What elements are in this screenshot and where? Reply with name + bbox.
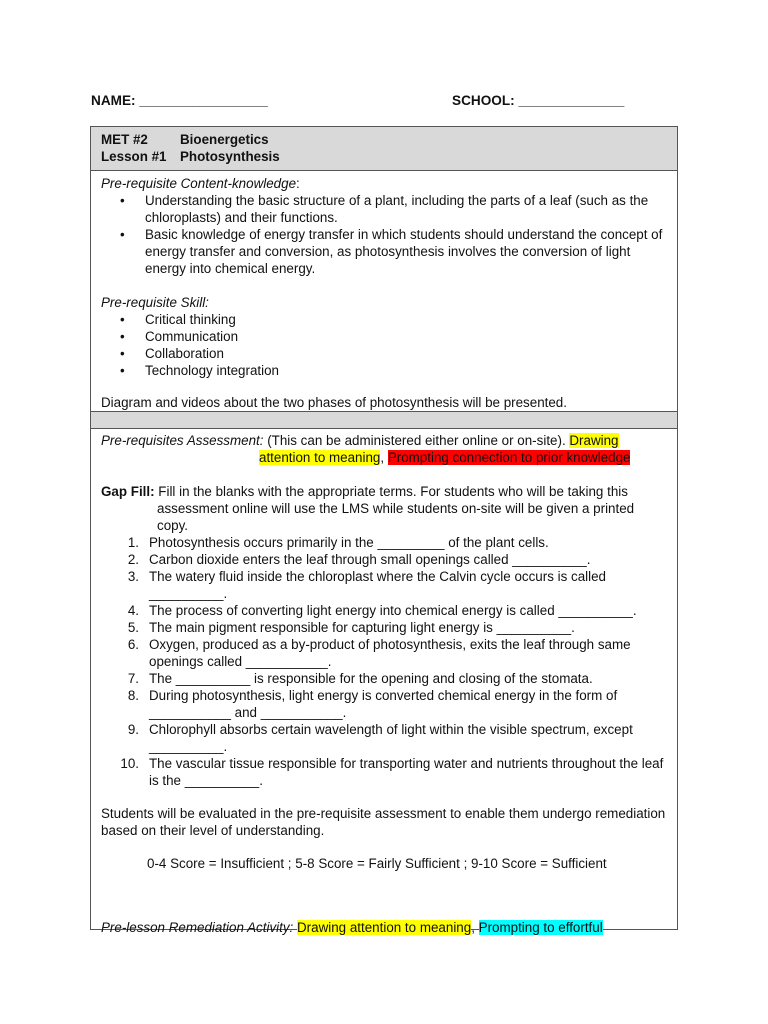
- school-field-label: SCHOOL: ______________: [452, 93, 625, 108]
- list-item: • Technology integration: [101, 362, 667, 379]
- remediation-line: Pre-lesson Remediation Activity: Drawing attention to meaning, Prompting to effortful: [101, 920, 603, 935]
- list-item: 4. The process of converting light energy into chemical energy is called __________.: [127, 603, 637, 618]
- section-divider: [91, 411, 677, 429]
- name-field-label: NAME: _________________: [91, 93, 268, 108]
- lesson-value: Photosynthesis: [180, 149, 280, 164]
- gap-fill-instructions: Gap Fill: Fill in the blanks with the appropriate terms. For students who will be taking this assessment online will use the LMS while students on-site will be given a printed copy.: [101, 484, 635, 533]
- list-item: 1. Photosynthesis occurs primarily in the _________ of the plant cells.: [127, 535, 549, 550]
- list-item: 2. Carbon dioxide enters the leaf through small openings called __________.: [127, 552, 591, 567]
- lesson-key: Lesson #1: [101, 149, 167, 164]
- assessment-section: [91, 429, 677, 936]
- highlight-drawing-attention: Drawing attention to meaning: [297, 920, 472, 935]
- list-item: 6. Oxygen, produced as a by-product of photosynthesis, exits the leaf through same openings called ___________.: [127, 637, 631, 669]
- list-item: • Understanding the basic structure of a plant, including the parts of a leaf (such as the chloroplasts) and their functions.: [101, 192, 667, 226]
- list-item: 5. The main pigment responsible for capturing light energy is __________.: [127, 620, 575, 635]
- prereq-skill-list: [101, 311, 667, 379]
- prerequisites-section: [91, 171, 677, 411]
- lesson-header-row: [91, 127, 677, 171]
- assessment-line-2: attention to meaning, Prompting connection to prior knowledge: [259, 450, 631, 465]
- list-item: 10. The vascular tissue responsible for transporting water and nutrients throughout the leaf is the __________.: [120, 756, 664, 788]
- list-item: 8. During photosynthesis, light energy is converted chemical energy in the form of ___________ and ___________.: [127, 688, 618, 720]
- list-item: • Communication: [101, 328, 667, 345]
- evaluation-note: Students will be evaluated in the pre-requisite assessment to enable them undergo remediation based on their level of understanding.: [101, 806, 666, 838]
- list-item: • Critical thinking: [101, 311, 667, 328]
- gap-fill-questions: [101, 534, 667, 789]
- lesson-table: [90, 126, 678, 935]
- list-item: 3. The watery fluid inside the chloroplast where the Calvin cycle occurs is called __________.: [127, 569, 606, 601]
- met-key: MET #2: [101, 132, 148, 147]
- score-scale: 0-4 Score = Insufficient ; 5-8 Score = Fairly Sufficient ; 9-10 Score = Sufficient: [147, 856, 607, 871]
- list-item: 9. Chlorophyll absorbs certain wavelength of light within the visible spectrum, except __________.: [127, 722, 633, 754]
- highlight-effortful: Prompting to effortful: [478, 920, 603, 935]
- prereq-content-heading: Pre-requisite Content-knowledge:: [101, 176, 300, 191]
- list-item: 7. The __________ is responsible for the opening and closing of the stomata.: [127, 671, 593, 686]
- assessment-line-1: Pre-requisites Assessment: (This can be administered either online or on-site). Drawing: [101, 433, 619, 448]
- diagram-note: Diagram and videos about the two phases of photosynthesis will be presented.: [101, 395, 567, 410]
- highlight-drawing-attention: Drawing: [569, 433, 619, 448]
- prereq-content-list: [101, 192, 667, 277]
- highlight-prior-knowledge: Prompting connection to prior knowledge: [387, 450, 631, 465]
- list-item: • Collaboration: [101, 345, 667, 362]
- prereq-skill-heading: Pre-requisite Skill:: [101, 295, 209, 310]
- list-item: • Basic knowledge of energy transfer in which students should understand the concept of energy transfer and conversion, as photosynthesis involves the conversion of light energy into chemical energy.: [101, 226, 667, 277]
- met-value: Bioenergetics: [180, 132, 269, 147]
